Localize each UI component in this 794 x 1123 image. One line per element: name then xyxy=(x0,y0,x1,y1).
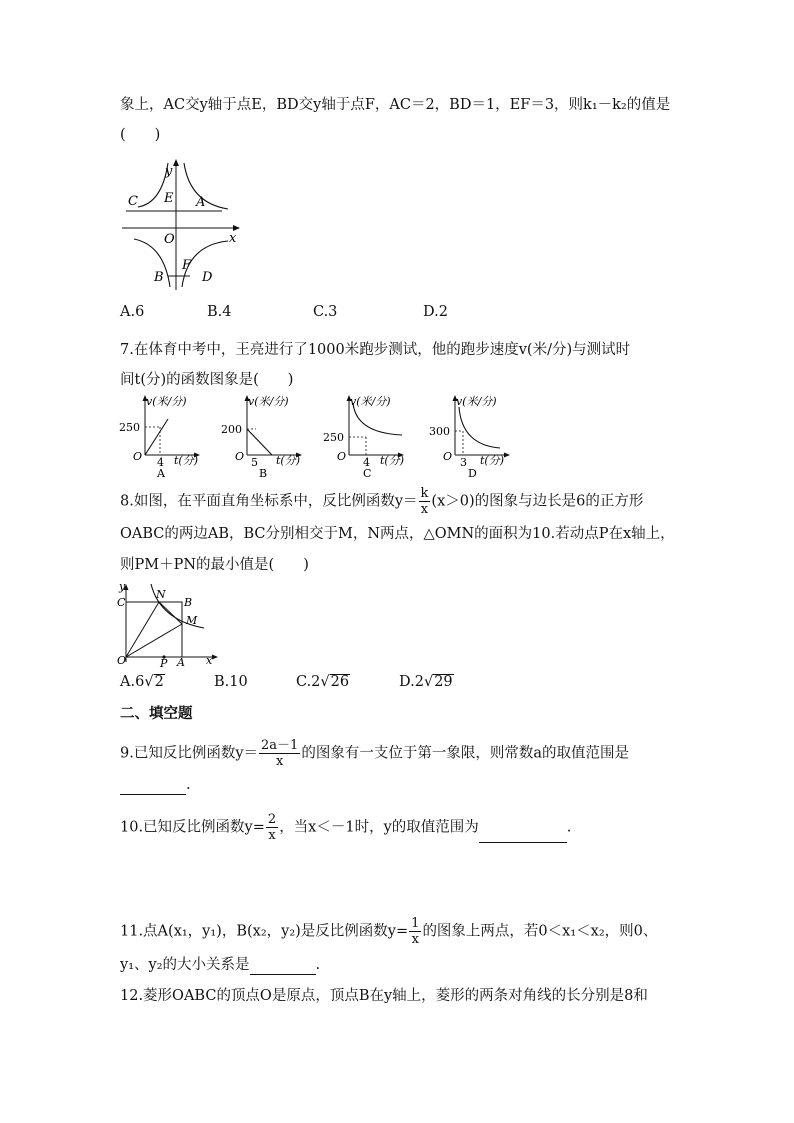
q7b-xval: 5 xyxy=(251,456,258,469)
q11-fraction: $\frac{1}{x}$ xyxy=(411,916,420,947)
q11-line2: y₁、y₂的大小关系是 . xyxy=(120,957,321,973)
q8-option-a: A.6√2 xyxy=(120,674,164,690)
q6-option-c: C.3 xyxy=(313,304,338,320)
q7b-xlabel: t(分) xyxy=(276,454,301,467)
q7d-origin: O xyxy=(443,450,453,463)
fig8-y-label: y xyxy=(119,580,126,593)
q8-fraction: $\frac{k}{x}$ xyxy=(420,486,429,517)
q8-line2: OABC的两边AB，BC分别相交于M，N两点，△OMN的面积为10.若动点P在x轴上， xyxy=(120,526,675,542)
q7-line2: 间t(分)的函数图象是( ) xyxy=(120,372,294,388)
fig8-N-label: N xyxy=(156,588,166,601)
q6-option-b: B.4 xyxy=(207,304,232,320)
q7c-xval: 4 xyxy=(363,456,370,469)
fig6-y-label: y xyxy=(165,164,173,179)
q6-option-a: A.6 xyxy=(120,304,145,320)
fig6-x-label: x xyxy=(229,231,237,246)
q8-line1-post: (x＞0)的图象与边长是6的正方形 xyxy=(431,493,644,510)
fig6-F-label: F xyxy=(182,258,192,273)
q7-graph-a xyxy=(118,393,213,481)
fig8-x-label: x xyxy=(206,654,213,667)
q7a-letter: A xyxy=(157,467,165,480)
q9-answer-line[interactable]: . xyxy=(120,775,191,795)
q7-graph-c xyxy=(322,393,417,481)
q8-line1-pre: 8.如图，在平面直角坐标系中，反比例函数y＝ xyxy=(120,493,418,510)
q6-figure xyxy=(118,155,248,295)
q7d-yval: 300 xyxy=(429,425,450,438)
q10-fraction: $\frac{2}{x}$ xyxy=(267,812,277,843)
fig8-O-label: O xyxy=(117,654,127,667)
q8-option-d: D.2√29 xyxy=(399,674,453,690)
q9-fraction: $\frac{2a-1}{x}$ xyxy=(261,738,299,769)
sqrt-symbol: √ xyxy=(320,674,330,690)
q7d-ylabel: v(米/分) xyxy=(456,395,497,408)
q7a-ylabel: v(米/分) xyxy=(146,395,187,408)
q7a-yval: 250 xyxy=(119,421,140,434)
fig6-A-label: A xyxy=(196,195,206,210)
q7d-xlabel: t(分) xyxy=(480,454,505,467)
sqrt-symbol: √ xyxy=(423,674,434,690)
q9-line1: 9.已知反比例函数y＝ $\frac{2a-1}{x}$ 的图象有一支位于第一象限，则常数a的取值范围是 xyxy=(120,738,629,769)
fig6-D-label: D xyxy=(202,270,213,285)
fig8-P-label: P xyxy=(160,657,168,670)
q10-line1: 10.已知反比例函数y= $\frac{2}{x}$ ，当x＜－1时，y的取值范围为 . xyxy=(120,812,572,843)
q7b-origin: O xyxy=(235,450,245,463)
q7a-origin: O xyxy=(133,450,143,463)
sqrt-symbol: √ xyxy=(144,674,154,690)
q6-paren: ( ) xyxy=(120,127,161,143)
fig8-A-label: A xyxy=(177,656,185,669)
q8-figure xyxy=(116,578,226,670)
q7c-xlabel: t(分) xyxy=(380,454,405,467)
fig6-C-label: C xyxy=(128,194,138,209)
q8-line1 xyxy=(120,486,643,517)
q7b-letter: B xyxy=(259,467,268,480)
q8-option-c: C.2√26 xyxy=(296,674,350,690)
q7b-yval: 200 xyxy=(221,423,242,436)
q7-graph-d xyxy=(428,393,523,481)
q7a-xlabel: t(分) xyxy=(174,454,199,467)
q7-graph-b xyxy=(220,393,315,481)
q7c-yval: 250 xyxy=(323,431,344,444)
q11-answer-blank[interactable] xyxy=(250,960,316,975)
fig6-O-label: O xyxy=(164,232,175,247)
fig8-M-label: M xyxy=(186,614,198,627)
q7c-letter: C xyxy=(363,467,372,480)
q6-option-d: D.2 xyxy=(423,304,448,320)
q7a-xval: 4 xyxy=(157,456,164,469)
q12-line1: 12.菱形OABC的顶点O是原点，顶点B在y轴上，菱形的两条对角线的长分别是8和 xyxy=(120,988,648,1004)
q7c-ylabel: v(米/分) xyxy=(350,395,391,408)
fig8-C-label: C xyxy=(117,596,126,609)
q7d-letter: D xyxy=(468,467,477,480)
q8-line3: 则PM＋PN的最小值是( ) xyxy=(120,557,309,573)
q6-line1: 象上，AC交y轴于点E，BD交y轴于点F，AC＝2，BD＝1，EF＝3，则k₁－k₂的值是 xyxy=(120,97,671,113)
q10-answer-blank[interactable] xyxy=(479,828,567,843)
fig8-B-label: B xyxy=(184,596,193,609)
q7-line1: 7.在体育中考中，王亮进行了1000米跑步测试，他的跑步速度v(米/分)与测试时 xyxy=(120,342,631,358)
section-heading: 二、填空题 xyxy=(120,706,193,722)
q8-option-b: B.10 xyxy=(214,674,248,690)
fig6-B-label: B xyxy=(154,270,164,285)
q7c-origin: O xyxy=(337,450,347,463)
q7d-xval: 3 xyxy=(460,456,467,469)
fig6-E-label: E xyxy=(164,191,174,206)
q11-line1: 11.点A(x₁，y₁)，B(x₂，y₂)是反比例函数y= $\frac{1}{x}$ 的图象上两点，若0＜x₁＜x₂，则0、 xyxy=(120,916,658,947)
q7b-ylabel: v(米/分) xyxy=(248,395,289,408)
